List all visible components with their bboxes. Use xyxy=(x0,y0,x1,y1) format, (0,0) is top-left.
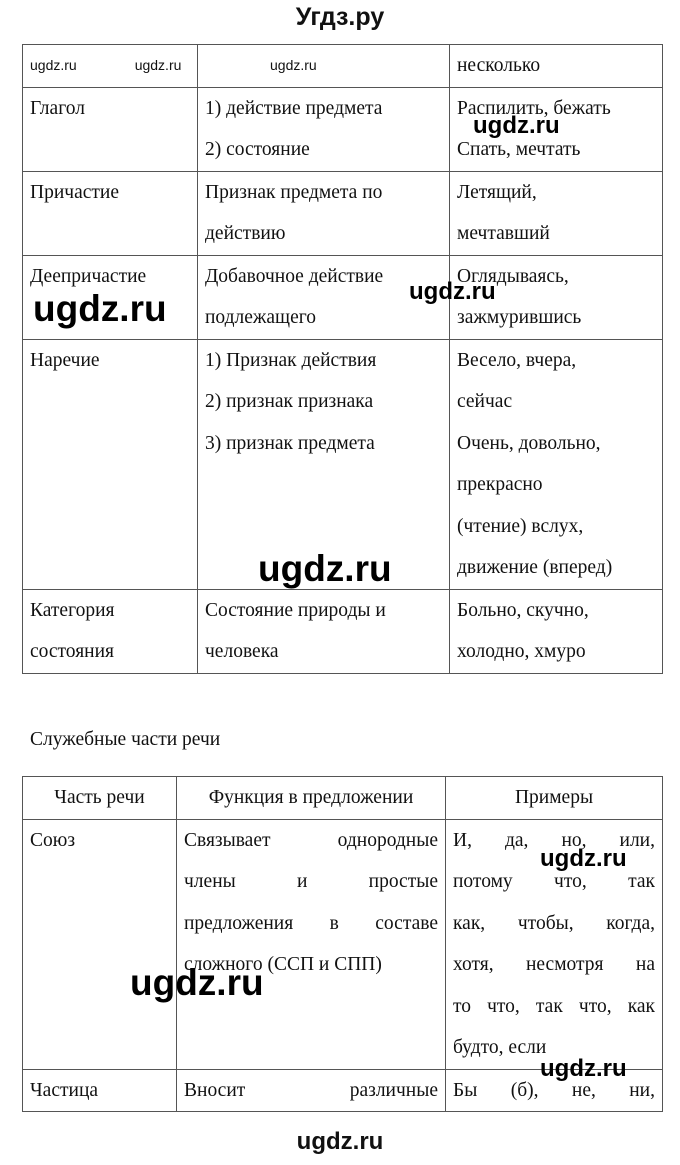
part-cell: Глагол xyxy=(23,87,198,171)
examples-cell xyxy=(450,589,663,673)
footer-watermark: ugdz.ru xyxy=(296,1128,384,1155)
text-line: действию xyxy=(205,223,286,244)
text-line: состояния xyxy=(30,641,114,662)
table-header-row xyxy=(23,777,663,820)
column-header: Примеры xyxy=(446,777,663,820)
text-line: Состояние природы и xyxy=(205,599,386,621)
table-row xyxy=(23,171,663,255)
watermark: ugdz.ru xyxy=(540,845,627,872)
part-cell: Наречие xyxy=(23,339,198,589)
text-line: Оглядываясь, xyxy=(457,265,569,287)
text-line: 2) признак признака xyxy=(205,391,374,412)
text-line: Связывает однородные xyxy=(184,829,438,851)
text-line: как, чтобы, когда, xyxy=(453,912,655,934)
text-line: 1) Признак действия xyxy=(205,349,377,371)
text-line: (чтение) вслух, xyxy=(457,515,584,537)
part-cell: Частица xyxy=(23,1069,177,1112)
text-line: Категория xyxy=(30,599,115,621)
watermark: ugdz.ru xyxy=(258,548,392,589)
function-cell xyxy=(198,171,450,255)
text-line: то что, так что, как xyxy=(453,995,655,1017)
text-line: мечтавший xyxy=(457,223,550,244)
table-row xyxy=(23,87,663,171)
watermark: ugdz.ru xyxy=(409,278,496,305)
part-cell: Союз xyxy=(23,819,177,1069)
text-line: движение (вперед) xyxy=(457,557,613,578)
column-header: Функция в предложении xyxy=(177,777,446,820)
text-line: Летящий, xyxy=(457,181,537,203)
column-header: Часть речи xyxy=(23,777,177,820)
watermark-cell xyxy=(23,45,198,88)
text-line: зажмурившись xyxy=(457,307,582,328)
text-line: члены и простые xyxy=(184,871,438,892)
watermark-cell xyxy=(198,45,450,88)
part-cell xyxy=(23,589,198,673)
text-line: предложения в составе xyxy=(184,912,438,934)
text-line: прекрасно xyxy=(457,474,543,495)
text-line: Признак предмета по xyxy=(205,181,383,203)
text-line: Бы (б), не, ни, xyxy=(453,1079,655,1101)
part-cell: Причастие xyxy=(23,171,198,255)
text-line: Весело, вчера, xyxy=(457,349,577,371)
text-line: Вносит различные xyxy=(184,1079,438,1101)
text-line: холодно, хмуро xyxy=(457,641,586,662)
table-row xyxy=(23,45,663,88)
text-line: будто, если xyxy=(453,1037,547,1058)
text-line: человека xyxy=(205,641,279,662)
text-line: сложного (ССП и СПП) xyxy=(184,954,382,975)
examples-cell xyxy=(450,339,663,589)
watermark: ugdz.ru xyxy=(270,57,317,73)
text-line: 2) состояние xyxy=(205,139,310,160)
text-line: Добавочное действие xyxy=(205,265,384,287)
watermark: ugdz.ru xyxy=(134,57,182,73)
function-cell xyxy=(177,819,446,1069)
text-line: хотя, несмотря на xyxy=(453,954,655,975)
site-title: Угдз.ру xyxy=(295,3,385,31)
function-cell xyxy=(198,589,450,673)
text-line: потому что, так xyxy=(453,871,655,892)
text-line: Распилить, бежать xyxy=(457,97,611,119)
text-line: 3) признак предмета xyxy=(205,432,375,454)
examples-cell xyxy=(450,171,663,255)
examples-cell: несколько xyxy=(450,45,663,88)
watermark: ugdz.ru xyxy=(33,288,167,329)
text-line: Больно, скучно, xyxy=(457,599,589,621)
watermark: ugdz.ru xyxy=(473,112,560,139)
part-cell: Деепричастие xyxy=(23,255,198,339)
text-line: Очень, довольно, xyxy=(457,432,601,454)
watermark: ugdz.ru xyxy=(130,962,264,1003)
watermark: ugdz.ru xyxy=(30,57,77,73)
function-cell xyxy=(198,87,450,171)
text-line: Спать, мечтать xyxy=(457,139,581,160)
watermark: ugdz.ru xyxy=(540,1055,627,1082)
text-line: 1) действие предмета xyxy=(205,97,383,119)
table-row xyxy=(23,589,663,673)
function-cell xyxy=(177,1069,446,1112)
text-line: подлежащего xyxy=(205,307,316,328)
text-line: сейчас xyxy=(457,391,513,412)
text-line: И, да, но, или, xyxy=(453,829,655,851)
section-heading: Служебные части речи xyxy=(30,729,221,750)
